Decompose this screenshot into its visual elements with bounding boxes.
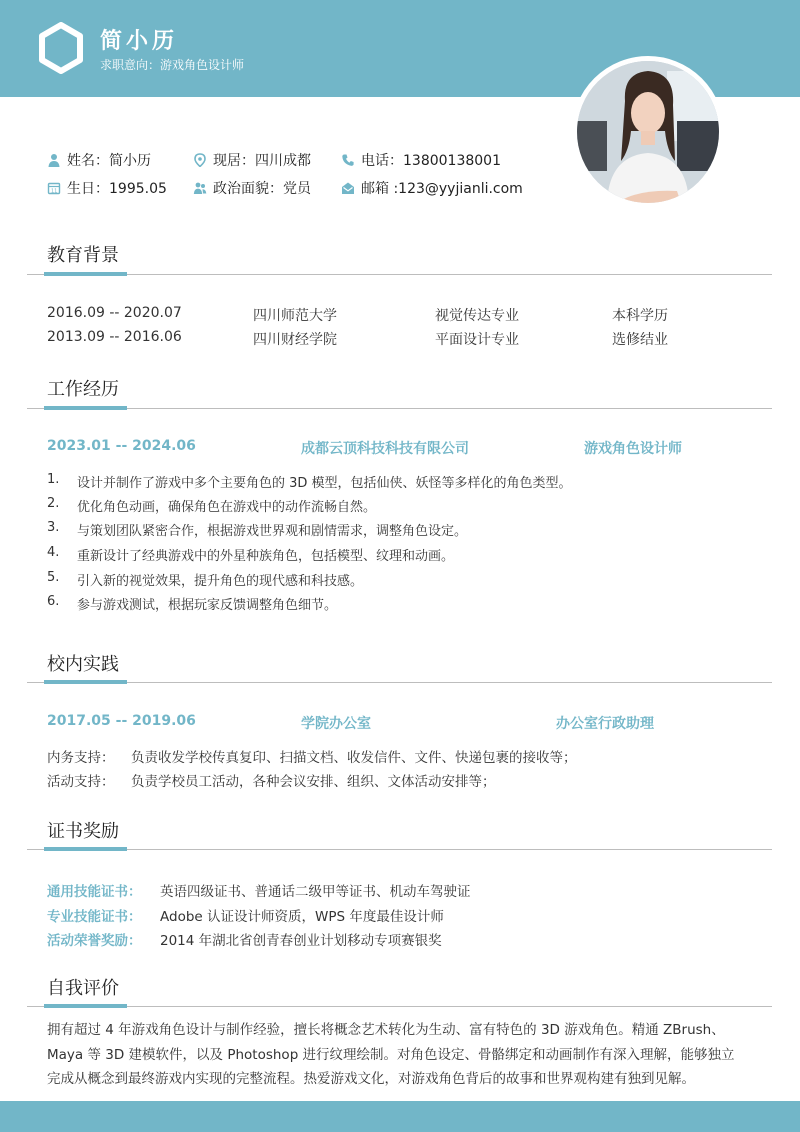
work-item-6-text: 参与游戏测试，根据玩家反馈调整角色细节。 — [77, 598, 338, 613]
info-birthday-text: 生日：1995.05 — [67, 181, 167, 197]
education-accent — [44, 272, 127, 276]
work-accent — [44, 406, 127, 410]
work-item-2 — [47, 496, 376, 515]
campus-item-2-label: 活动支持： — [47, 774, 115, 790]
award-2-text: Adobe 认证设计师资质，WPS 年度最佳设计师 — [160, 909, 444, 925]
campus-period: 2017.05 -- 2019.06 — [47, 713, 196, 729]
info-residence-text: 现居：四川成都 — [213, 153, 311, 169]
campus-divider — [27, 682, 772, 683]
profile-photo — [572, 56, 724, 208]
self-line-1: 拥有超过 4 年游戏角色设计与制作经验，擅长将概念艺术转化为生动、富有特色的 3D 游戏角色。精通 ZBrush、 — [47, 1022, 725, 1038]
info-politics — [193, 178, 311, 198]
info-birthday — [47, 178, 167, 198]
info-email — [341, 178, 523, 198]
work-item-5-num: 5. — [47, 570, 60, 585]
self-title: 自我评价 — [47, 978, 119, 999]
location-pin-icon — [193, 153, 207, 167]
work-item-3-num: 3. — [47, 520, 60, 535]
work-item-5 — [47, 570, 363, 589]
campus-item-2-text: 负责学校员工活动，各种会议安排、组织、文体活动安排等； — [131, 774, 496, 790]
people-icon — [193, 181, 207, 195]
work-item-4-text: 重新设计了经典游戏中的外星种族角色，包括模型、纹理和动画。 — [77, 549, 455, 564]
work-item-4-num: 4. — [47, 545, 60, 560]
edu-row-1-school: 四川师范大学 — [253, 308, 337, 324]
education-divider — [27, 274, 772, 275]
work-company: 成都云顶科技科技有限公司 — [301, 441, 469, 457]
info-phone — [341, 150, 501, 170]
work-item-3-text: 与策划团队紧密合作，根据游戏世界观和剧情需求，调整角色设定。 — [77, 524, 468, 539]
portrait-image — [577, 61, 719, 203]
work-item-5-text: 引入新的视觉效果，提升角色的现代感和科技感。 — [77, 574, 364, 589]
work-item-2-text: 优化角色动画，确保角色在游戏中的动作流畅自然。 — [77, 500, 377, 515]
hexagon-logo-icon — [38, 22, 84, 74]
info-name-text: 姓名：简小历 — [67, 153, 151, 169]
work-title: 工作经历 — [47, 379, 119, 400]
candidate-name: 简小历 — [100, 29, 179, 54]
campus-org: 学院办公室 — [301, 716, 371, 732]
campus-accent — [44, 680, 127, 684]
awards-accent — [44, 847, 127, 851]
campus-title: 校内实践 — [47, 654, 119, 675]
awards-divider — [27, 849, 772, 850]
edu-row-2-major: 平面设计专业 — [435, 332, 519, 348]
work-divider — [27, 408, 772, 409]
self-divider — [27, 1006, 772, 1007]
edu-row-1-period: 2016.09 -- 2020.07 — [47, 305, 182, 321]
award-2-label: 专业技能证书： — [47, 909, 142, 925]
footer-band — [0, 1101, 800, 1132]
award-1-text: 英语四级证书、普通话二级甲等证书、机动车驾驶证 — [160, 884, 471, 900]
phone-icon — [341, 153, 355, 167]
work-item-6-num: 6. — [47, 594, 60, 609]
edu-row-1-degree: 本科学历 — [612, 308, 668, 324]
edu-row-2-school: 四川财经学院 — [253, 332, 337, 348]
work-period: 2023.01 -- 2024.06 — [47, 438, 196, 454]
info-residence — [193, 150, 311, 170]
campus-item-1-text: 负责收发学校传真复印、扫描文档、收发信件、文件、快递包裹的接收等； — [131, 750, 577, 766]
work-item-3 — [47, 520, 467, 539]
campus-item-1-label: 内务支持： — [47, 750, 115, 766]
edu-row-2-degree: 选修结业 — [612, 332, 668, 348]
education-title: 教育背景 — [47, 245, 119, 266]
award-3-text: 2014 年湖北省创青春创业计划移动专项赛银奖 — [160, 933, 442, 949]
edu-row-2-period: 2013.09 -- 2016.06 — [47, 329, 182, 345]
award-1-label: 通用技能证书： — [47, 884, 142, 900]
job-intent: 求职意向：游戏角色设计师 — [100, 58, 245, 72]
svg-text:11: 11 — [51, 188, 58, 195]
work-position: 游戏角色设计师 — [584, 441, 682, 457]
work-item-6 — [47, 594, 337, 613]
person-icon — [47, 153, 61, 167]
info-phone-text: 电话：13800138001 — [361, 153, 501, 169]
self-line-2: Maya 等 3D 建模软件，以及 Photoshop 进行纹理绘制。对角色设定、骨骼绑定和动画制作有深入理解，能够独立 — [47, 1047, 735, 1063]
awards-title: 证书奖励 — [47, 821, 119, 842]
info-name — [47, 150, 151, 170]
self-line-3: 完成从概念到最终游戏内实现的完整流程。热爱游戏文化，对游戏角色背后的故事和世界观构建有独到见解。 — [47, 1071, 695, 1087]
edu-row-1-major: 视觉传达专业 — [435, 308, 519, 324]
mail-icon — [341, 181, 355, 195]
work-item-4 — [47, 545, 454, 564]
work-item-2-num: 2. — [47, 496, 60, 511]
self-accent — [44, 1004, 127, 1008]
info-email-text: 邮箱 :123@yyjianli.com — [361, 181, 523, 197]
work-item-1 — [47, 472, 572, 491]
calendar-icon — [47, 181, 61, 195]
award-3-label: 活动荣誉奖励： — [47, 933, 142, 949]
info-politics-text: 政治面貌：党员 — [213, 181, 311, 197]
work-item-1-num: 1. — [47, 472, 60, 487]
work-item-1-text: 设计并制作了游戏中多个主要角色的 3D 模型，包括仙侠、妖怪等多样化的角色类型。 — [77, 476, 572, 491]
campus-role: 办公室行政助理 — [556, 716, 654, 732]
